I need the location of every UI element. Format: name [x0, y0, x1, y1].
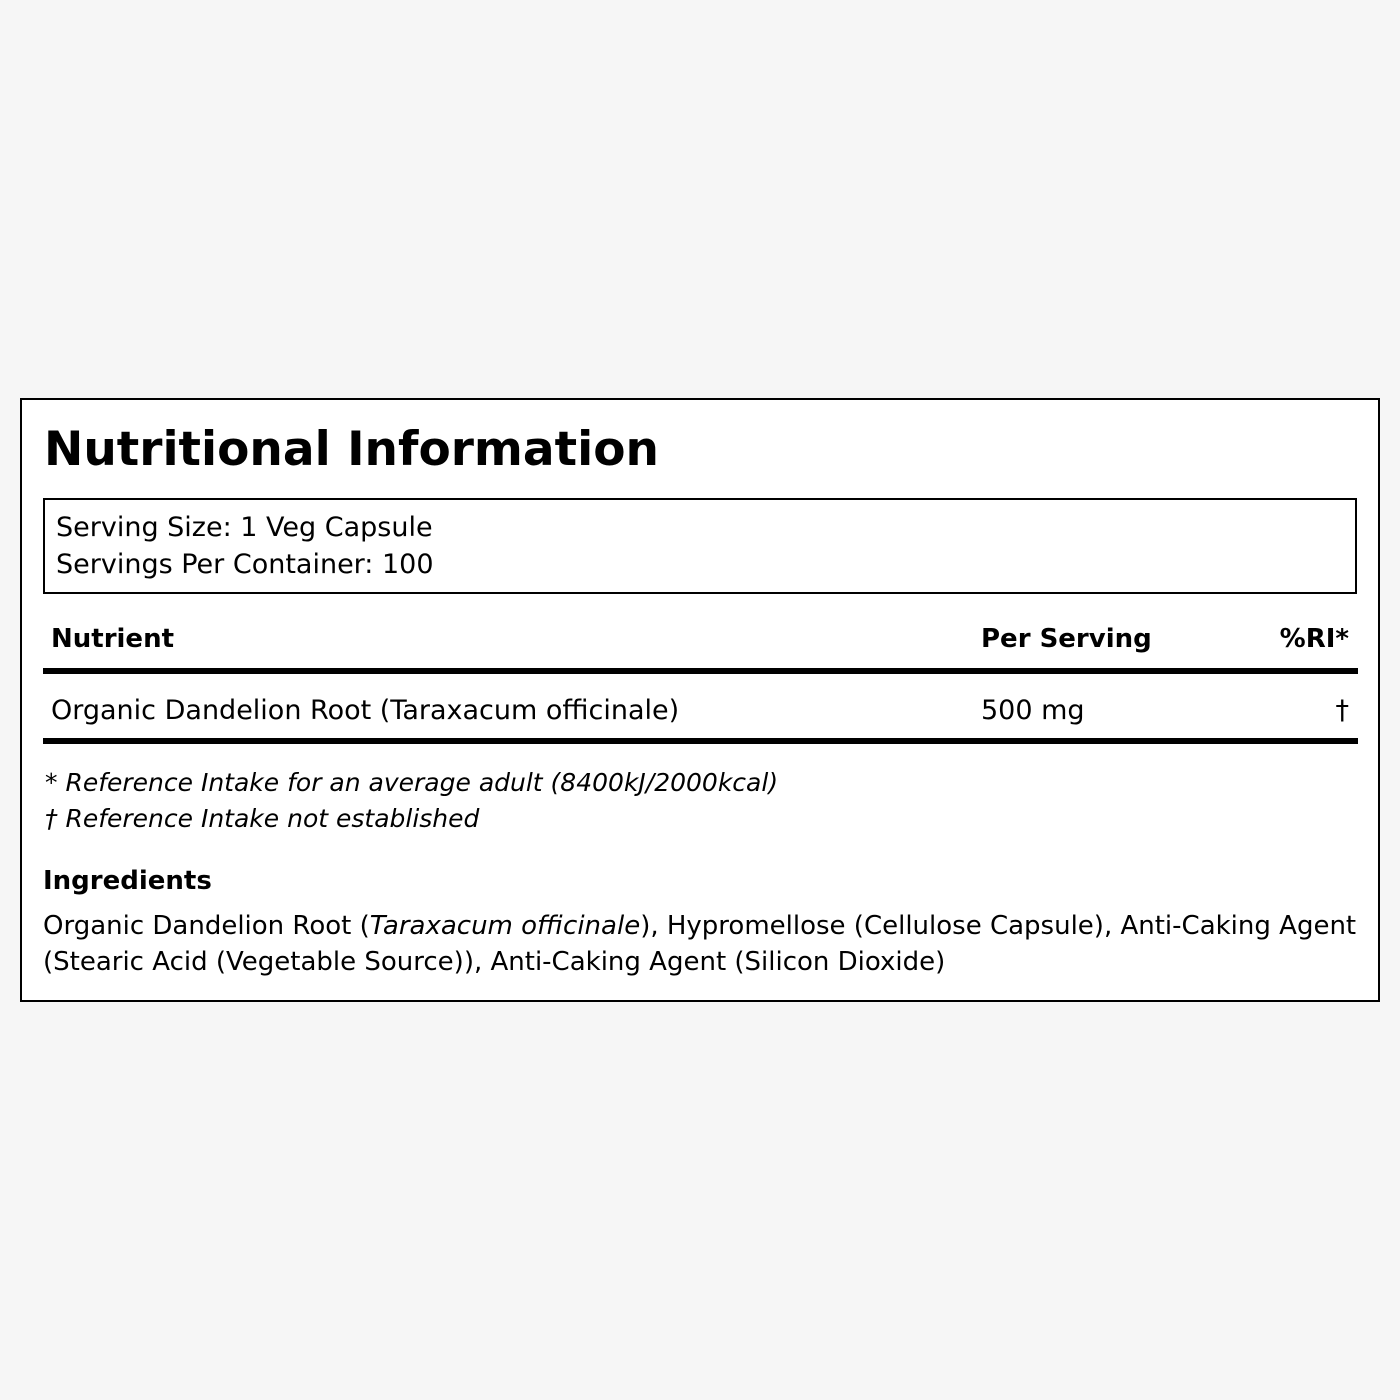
page-title: Nutritional Information [44, 422, 659, 477]
serving-info-box [43, 498, 1357, 594]
column-header-nutrient: Nutrient [51, 624, 175, 654]
nutrient-name-cell: Organic Dandelion Root (Taraxacum officinale) [51, 695, 680, 726]
table-bottom-divider [43, 738, 1358, 744]
ri-cell: † [1335, 695, 1349, 726]
ingredients-latin-name: Taraxacum officinale [369, 911, 641, 941]
ingredients-text-part-1: Organic Dandelion Root ( [43, 911, 370, 941]
ingredients-text [43, 908, 1359, 980]
ingredients-heading: Ingredients [43, 866, 212, 896]
column-header-ri: %RI* [1279, 624, 1349, 654]
column-header-per-serving: Per Serving [981, 624, 1152, 654]
footnote-ri-not-established: † Reference Intake not established [45, 804, 480, 833]
footnote-ri-reference: * Reference Intake for an average adult (8400kJ/2000kcal) [45, 768, 779, 797]
servings-per-container: Servings Per Container: 100 [56, 549, 434, 580]
nutrition-panel [20, 398, 1380, 1002]
header-divider [43, 668, 1358, 674]
serving-size: Serving Size: 1 Veg Capsule [56, 512, 433, 543]
per-serving-cell: 500 mg [981, 695, 1085, 726]
ingredients-text-part-2: ), Hypromellose (Cellulose Capsule), Anti-Caking Agent (Stearic Acid (Vegetable Source)), Anti-Caking Agent (Silicon Dioxide) [43, 911, 1357, 977]
